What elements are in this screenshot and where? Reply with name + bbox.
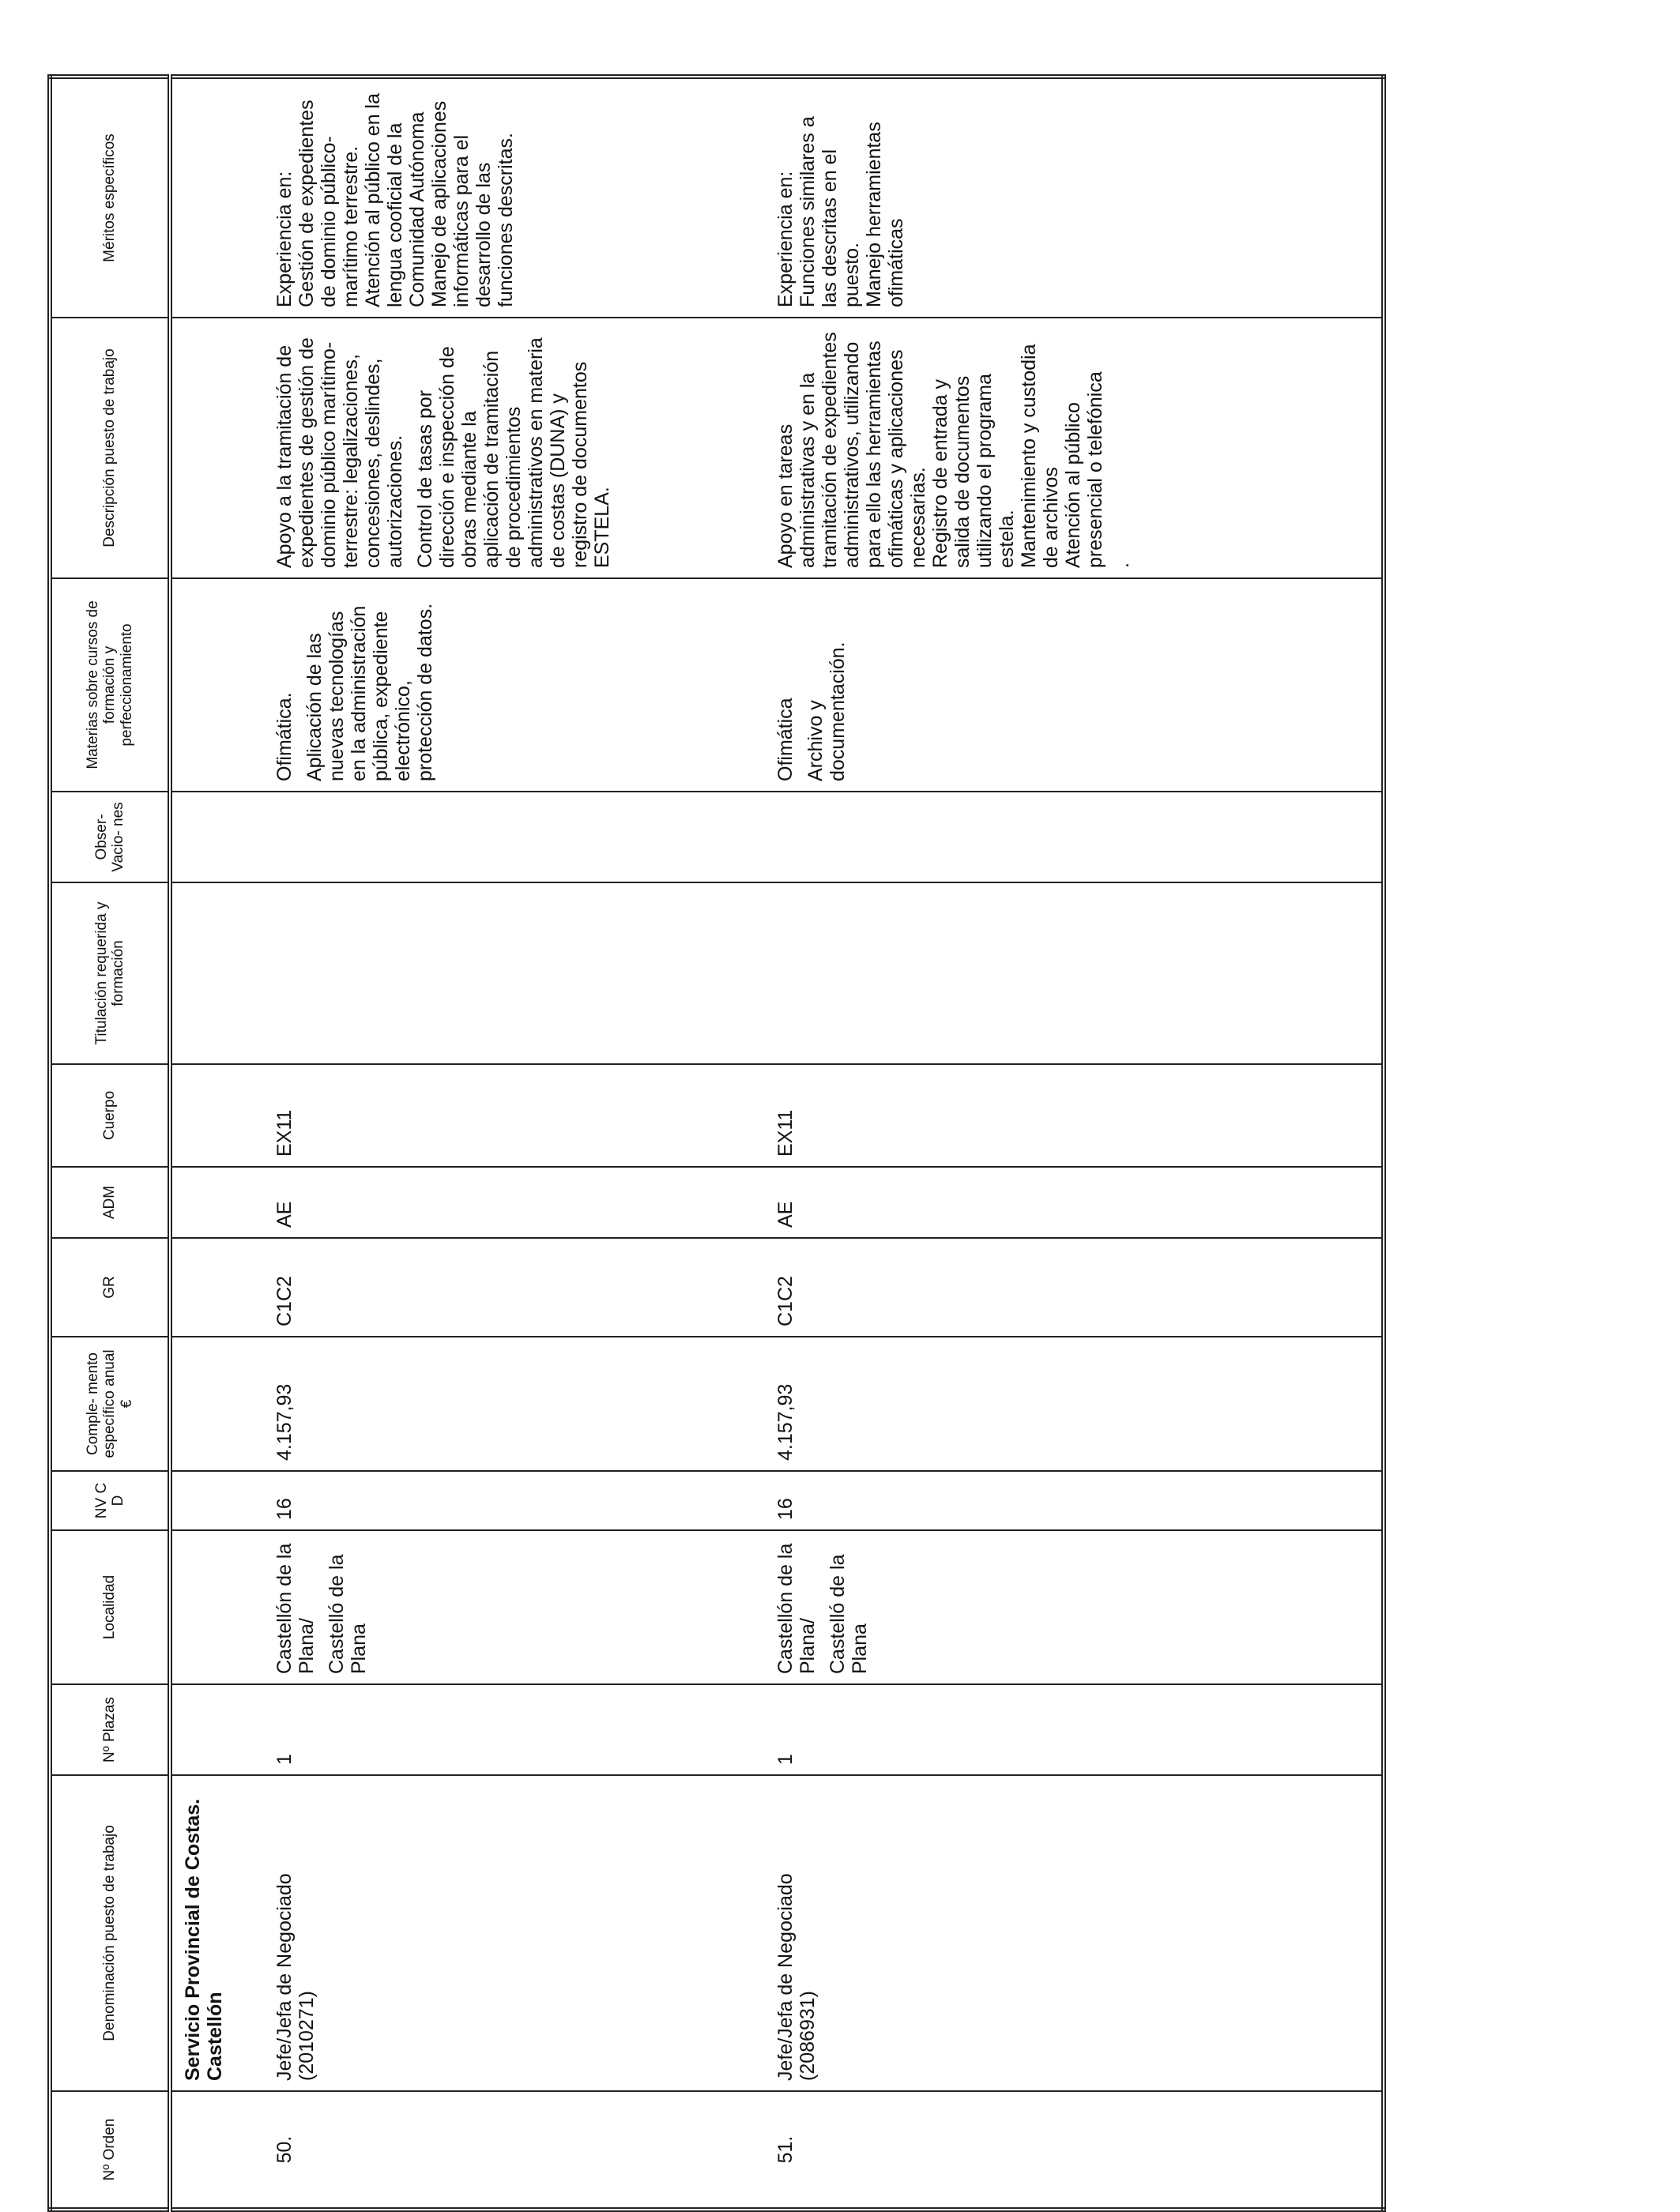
descripcion-line: Apoyo en tareas administrativas y en la tramitación de expedientes administrativos, utilizando para ello las herramientas ofimáticas y aplicaciones necesarias. (774, 332, 929, 568)
localidad-line: Castelló de la Plana (827, 1554, 871, 1674)
cell-orden: 50. (253, 2091, 754, 2210)
cell-orden: 51. (754, 2091, 1384, 2210)
cell-gr: C1C2 (253, 1238, 754, 1337)
materias-line: Archivo y documentación. (804, 641, 849, 781)
descripcion-line: Mantenimiento y custodia de archivos (1018, 344, 1062, 568)
header-meritos: Méritos específicos (50, 77, 170, 318)
table-row (253, 77, 754, 2210)
header-nvcd: NV C D (50, 1471, 170, 1530)
section-title: Servicio Provincial de Costas. Castellón (170, 1775, 253, 2091)
cell-titulacion (754, 882, 1384, 1064)
meritos-line: Atención al público en la lengua cooficial de la Comunidad Autónoma (362, 92, 428, 307)
meritos-line: Manejo herramientas ofimáticas (863, 122, 907, 307)
table-row (754, 77, 1384, 2210)
cell-empty (170, 882, 253, 1064)
header-orden: Nº Orden (50, 2091, 170, 2210)
header-localidad: Localidad (50, 1530, 170, 1684)
job-positions-table (47, 74, 1386, 2212)
cell-plazas: 1 (253, 1684, 754, 1775)
cell-empty (170, 1238, 253, 1337)
cell-empty (170, 792, 253, 882)
header-gr: GR (50, 1238, 170, 1337)
cell-complemento: 4.157,93 (253, 1337, 754, 1471)
cell-empty (170, 1471, 253, 1530)
localidad-line: Castellón de la Plana/ (273, 1543, 318, 1674)
header-adm: ADM (50, 1167, 170, 1238)
header-cuerpo: Cuerpo (50, 1064, 170, 1167)
cell-cuerpo: EX11 (754, 1064, 1384, 1167)
localidad-line: Castellón de la Plana/ (774, 1543, 819, 1674)
cell-empty (170, 1064, 253, 1167)
cell-materias (754, 578, 1384, 792)
cell-nvcd: 16 (754, 1471, 1384, 1530)
cell-meritos (754, 77, 1384, 318)
cell-gr: C1C2 (754, 1238, 1384, 1337)
cell-empty (170, 578, 253, 792)
descripcion-line: Control de tasas por dirección e inspección de obras mediante la aplicación de tramitación de procedimientos administrativos en materia de costas (DUNA) y registro de documentos ESTELA. (414, 337, 613, 568)
descripcion-line: Registro de entrada y salida de documentos utilizando el programa estela. (929, 374, 1018, 568)
cell-empty (170, 2091, 253, 2210)
cell-titulacion (253, 882, 754, 1064)
cell-meritos (253, 77, 754, 318)
descripcion-line: Apoyo a la tramitación de expedientes de gestión de dominio público marítimo-terrestre: legalizaciones, concesiones, deslindes, autorizaciones. (273, 337, 406, 568)
localidad-line: Castelló de la Plana (326, 1554, 370, 1674)
cell-adm: AE (253, 1167, 754, 1238)
header-observaciones: Obser- Vacio- nes (50, 792, 170, 882)
header-titulacion: Titulación requerida y formación (50, 882, 170, 1064)
materias-line: Aplicación de las nuevas tecnologías en la administración pública, expediente electrónico, protección de datos. (303, 603, 436, 781)
meritos-line: Manejo de aplicaciones informáticas para el desarrollo de las funciones descritas. (428, 100, 517, 307)
cell-denominacion: Jefe/Jefa de Negociado (2086931) (754, 1775, 1384, 2091)
cell-descripcion (754, 318, 1384, 578)
cell-localidad (253, 1530, 754, 1684)
descripcion-line: Atención al público presencial o telefónica (1062, 371, 1106, 568)
cell-empty (170, 1167, 253, 1238)
cell-empty (170, 1684, 253, 1775)
cell-denominacion: Jefe/Jefa de Negociado (2010271) (253, 1775, 754, 2091)
cell-descripcion (253, 318, 754, 578)
cell-empty (170, 318, 253, 578)
meritos-line: Experiencia en: (774, 171, 797, 307)
header-denominacion: Denominación puesto de trabajo (50, 1775, 170, 2091)
section-row (170, 77, 253, 2210)
header-descripcion: Descripción puesto de trabajo (50, 318, 170, 578)
cell-empty (170, 1337, 253, 1471)
header-plazas: Nº Plazas (50, 1684, 170, 1775)
cell-nvcd: 16 (253, 1471, 754, 1530)
header-materias: Materias sobre cursos de formación y perfeccionamiento (50, 578, 170, 792)
cell-plazas: 1 (754, 1684, 1384, 1775)
descripcion-trailing-dot: . (1111, 562, 1133, 568)
cell-observaciones (253, 792, 754, 882)
materias-line: Ofimática (774, 698, 797, 781)
rotated-page (47, 32, 1361, 2212)
cell-localidad (754, 1530, 1384, 1684)
meritos-line: Experiencia en: (273, 171, 296, 307)
cell-observaciones (754, 792, 1384, 882)
cell-complemento: 4.157,93 (754, 1337, 1384, 1471)
cell-empty (170, 77, 253, 318)
cell-cuerpo: EX11 (253, 1064, 754, 1167)
header-row (50, 77, 170, 2210)
cell-empty (170, 1530, 253, 1684)
meritos-line: Gestión de expedientes de dominio público-marítimo terrestre. (296, 100, 362, 307)
meritos-line: Funciones similares a las descritas en el puesto. (797, 116, 863, 307)
materias-line: Ofimática. (273, 692, 296, 781)
cell-adm: AE (754, 1167, 1384, 1238)
cell-materias (253, 578, 754, 792)
header-complemento: Comple- mento específico anual € (50, 1337, 170, 1471)
